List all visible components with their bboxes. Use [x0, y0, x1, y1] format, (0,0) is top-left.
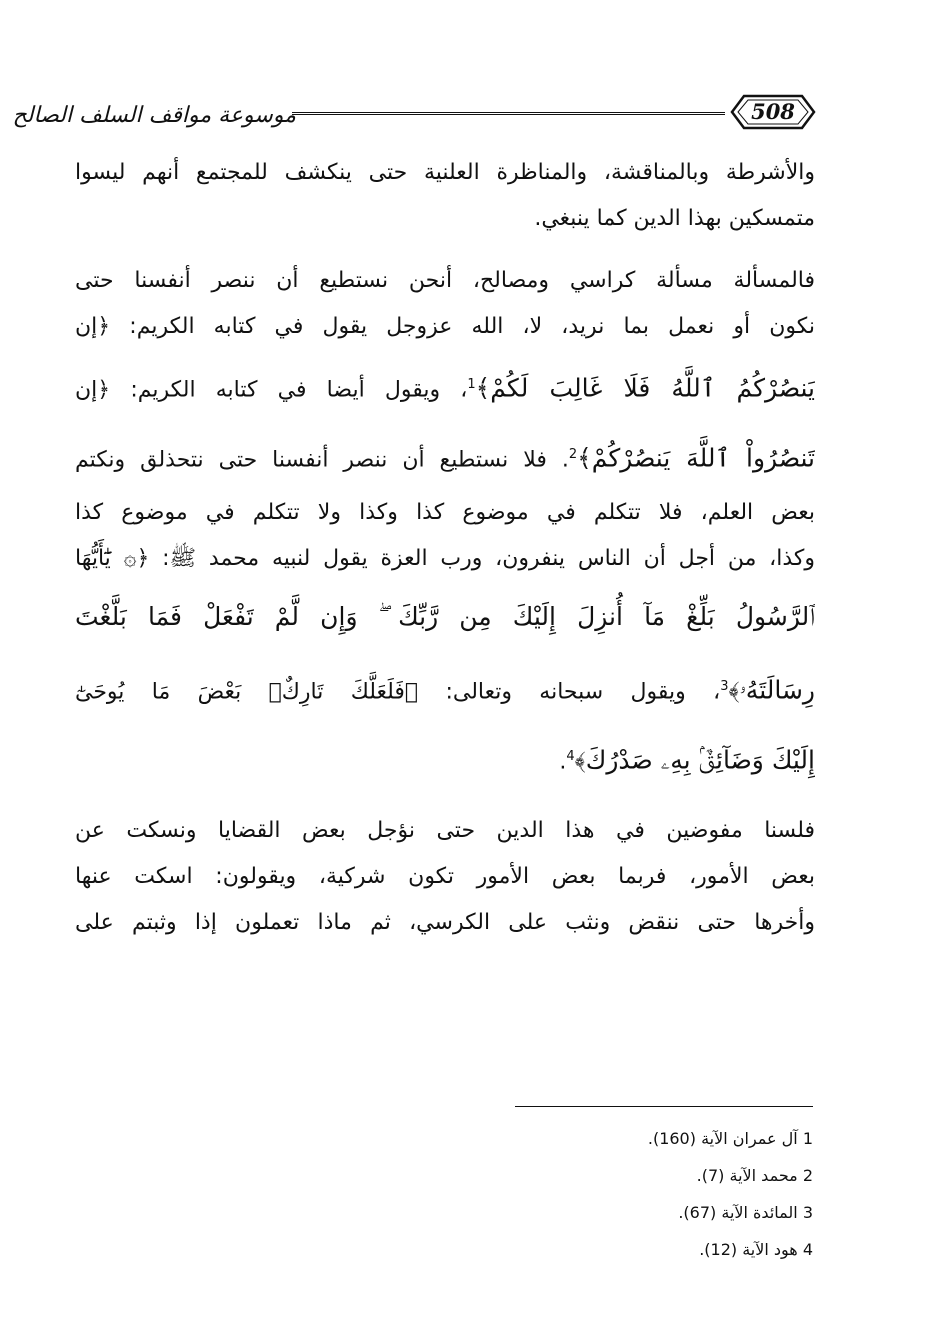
page-number-badge	[726, 90, 820, 134]
footnote: 4 هود الآية (12).	[699, 1240, 813, 1259]
quran-verse: تَنصُرُواْ ٱللَّهَ يَنصُرْكُمْ﴾	[577, 443, 815, 473]
footnote-divider	[515, 1106, 813, 1107]
footnote: 2 محمد الآية (7).	[696, 1166, 813, 1185]
text-line	[75, 652, 815, 722]
quran-verse: يَنصُرْكُمُ ٱللَّهُ فَلَا غَالِبَ لَكُمْ﴾	[475, 373, 815, 403]
text-line: وأخرها حتى ننقض ونثب على الكرسي، ثم ماذا تعملون إذا وثبتم على	[75, 910, 815, 935]
text-line	[75, 420, 815, 490]
text-line: متمسكين بهذا الدين كما ينبغي.	[534, 206, 815, 231]
text-line: وكذا، من أجل أن الناس ينفرون، ورب العزة يقول لنبيه محمد ﷺ: ﴿۞ يَٰٓأَيُّهَا	[75, 546, 815, 571]
text-line: والأشرطة وبالمناقشة، والمناظرة العلنية حتى ينكشف للمجتمع أنهم ليسوا	[75, 160, 815, 185]
quran-verse: ٱلرَّسُولُ بَلِّغْ مَآ أُنزِلَ إِلَيْكَ مِن رَّبِّكَ ۖ وَإِن لَّمْ تَفْعَلْ فَمَا بَلَّغْتَ	[75, 602, 815, 631]
footnote-ref: 1	[467, 377, 476, 392]
header-rule	[292, 112, 725, 115]
footnote-ref: 3	[720, 679, 729, 694]
quran-verse: رِسَالَتَهُۥ﴾	[728, 675, 815, 705]
page-number: 508	[751, 99, 795, 124]
quran-verse: إِلَيْكَ وَضَآئِقٌۢ بِهِۦ صَدْرُكَ﴾	[574, 745, 815, 775]
footnote: 3 المائدة الآية (67).	[678, 1203, 813, 1222]
text-line	[75, 722, 815, 792]
text-segment: ، ويقول أيضا في كتابه الكريم: ﴿إن	[75, 377, 468, 403]
footnote: 1 آل عمران الآية (160).	[647, 1129, 813, 1148]
text-line: بعض العلم، فلا تتكلم في موضوع كذا وكذا ولا تتكلم في موضوع كذا	[75, 500, 815, 525]
book-title: موسوعة مواقف السلف الصالح	[12, 103, 296, 128]
main-text	[75, 150, 815, 946]
footnotes	[515, 1120, 813, 1268]
text-line: فالمسألة مسألة كراسي ومصالح، أنحن نستطيع أن ننصر أنفسنا حتى	[75, 268, 815, 293]
text-segment: ، ويقول سبحانه وتعالى: ﴿فَلَعَلَّكَ تَارِكٌۢ بَعْضَ مَا يُوحَىٰٓ	[75, 679, 721, 705]
footnote-ref: 2	[568, 447, 578, 462]
text-segment: . فلا نستطيع أن ننصر أنفسنا حتى نتحذلق ونكتم	[75, 447, 569, 473]
text-line: فلسنا مفوضين في هذا الدين حتى نؤجل بعض القضايا ونسكت عن	[75, 818, 815, 843]
page-header	[12, 88, 820, 144]
text-line: بعض الأمور، فربما بعض الأمور تكون شركية، ويقولون: اسكت عنها	[75, 864, 815, 889]
text-line	[75, 350, 815, 420]
footnote-ref: 4	[566, 749, 575, 764]
period: .	[559, 749, 567, 775]
text-line: نكون أو نعمل بما نريد، لا، الله عزوجل يقول في كتابه الكريم: ﴿إن	[75, 314, 815, 339]
